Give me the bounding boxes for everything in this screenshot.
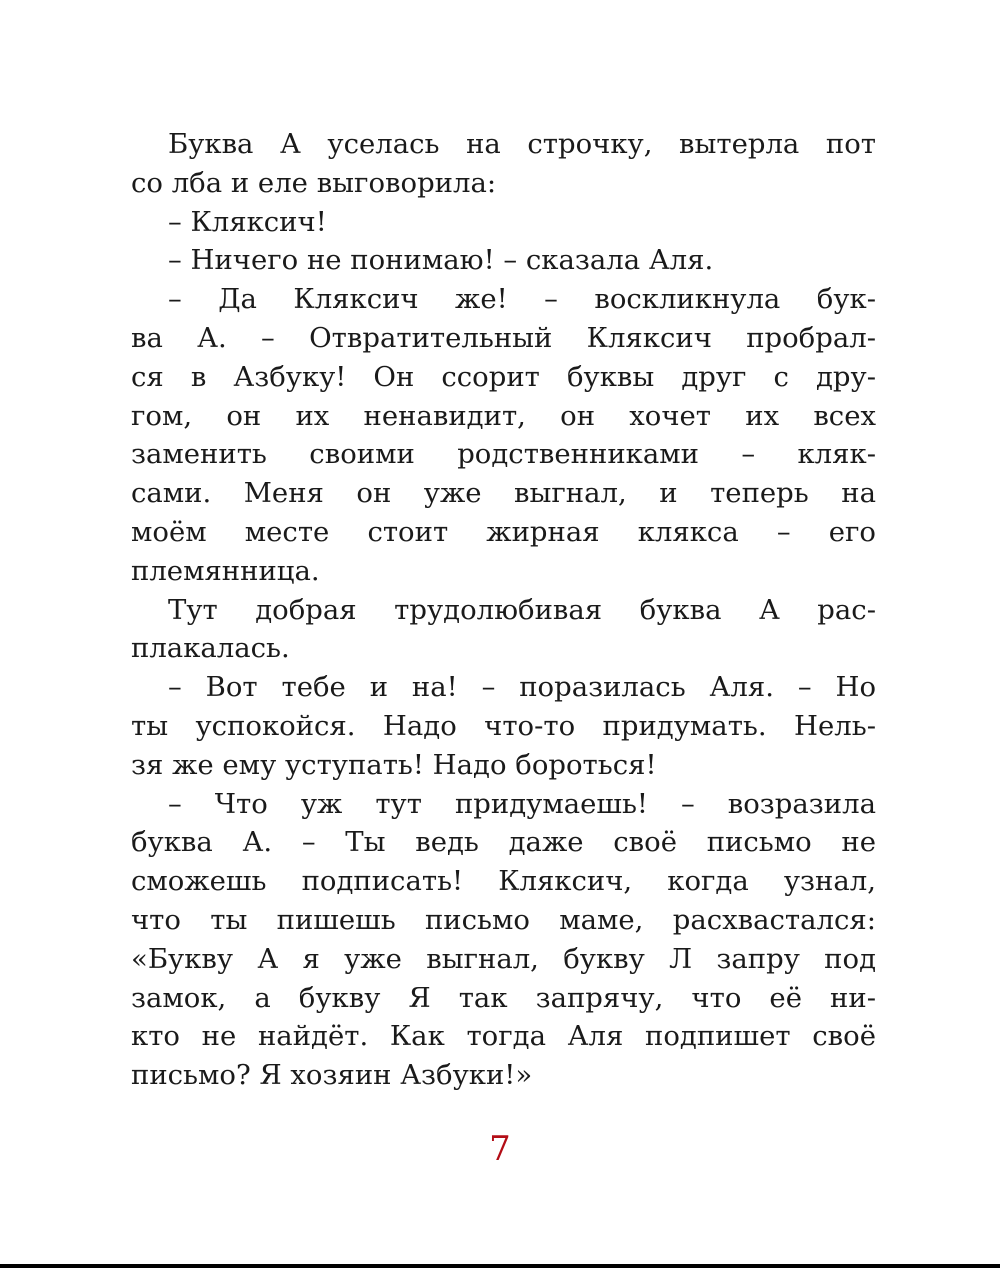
text-line: Тут добрая трудолюбивая буква А рас- [168, 593, 876, 626]
text-line: ва А. – Отвратительный Кляксич пробрал- [131, 321, 876, 354]
text-line: сможешь подписать! Кляксич, когда узнал, [131, 865, 876, 898]
text-line: со лба и еле выговорила: [131, 166, 497, 199]
text-line: – Вот тебе и на! – поразилась Аля. – Но [168, 671, 876, 704]
text-line: моём месте стоит жирная клякса – его [131, 515, 876, 548]
text-line: что ты пишешь письмо маме, расхвастался: [131, 903, 876, 936]
text-line: – Что уж тут придумаешь! – возразила [168, 787, 876, 820]
text-line: замок, а букву Я так запрячу, что её ни- [131, 981, 876, 1014]
text-line: кто не найдёт. Как тогда Аля подпишет своё [131, 1020, 876, 1053]
text-line: заменить своими родственниками – кляк- [131, 438, 876, 471]
page-number: 7 [489, 1129, 511, 1169]
text-line: Буква А уселась на строчку, вытерла пот [168, 128, 876, 160]
text-line: – Да Кляксич же! – воскликнула бук- [168, 283, 876, 316]
body-text [131, 125, 876, 1095]
text-line: племянница. [131, 554, 320, 587]
text-line: – Кляксич! [168, 205, 327, 238]
text-line: плакалась. [131, 632, 290, 665]
text-line: ты успокойся. Надо что-то придумать. Нель- [131, 709, 876, 742]
text-line: – Ничего не понимаю! – сказала Аля. [168, 244, 714, 277]
bottom-border [0, 1264, 1000, 1268]
text-line: ся в Азбуку! Он ссорит буквы друг с дру- [131, 360, 876, 393]
text-line: буква А. – Ты ведь даже своё письмо не [131, 826, 876, 859]
text-line: зя же ему уступать! Надо бороться! [131, 748, 657, 781]
text-line: «Букву А я уже выгнал, букву Л запру под [131, 942, 876, 975]
text-line: гом, он их ненавидит, он хочет их всех [131, 399, 876, 432]
text-line: письмо? Я хозяин Азбуки!» [131, 1059, 533, 1092]
text-line: сами. Меня он уже выгнал, и теперь на [131, 477, 876, 510]
